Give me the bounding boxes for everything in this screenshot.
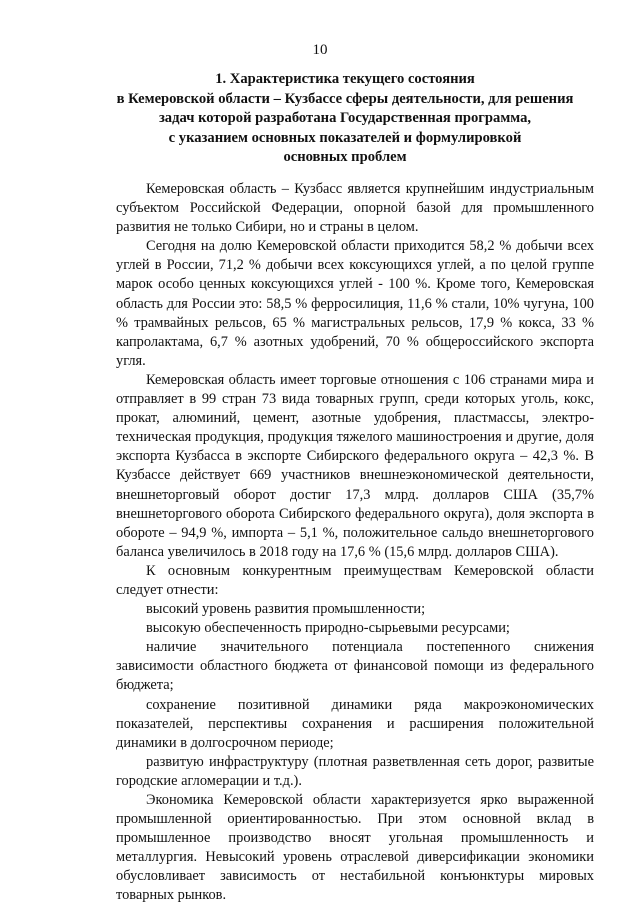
- list-item-advantage: высокую обеспеченность природно-сырьевыми ресурсами;: [146, 620, 510, 637]
- heading-line: с указанием основных показателей и формулировкой: [168, 129, 522, 146]
- heading-line: задач которой разработана Государственная программа,: [158, 110, 532, 127]
- list-item-advantage: развитую инфраструктуру (плотная разветвленная сеть дорог, развитые городские агломерации и т.д.).: [116, 753, 594, 789]
- heading-line: в Кемеровской области – Кузбассе сферы деятельности, для решения: [116, 90, 574, 107]
- paragraph-intro: Кемеровская область – Кузбасс является крупнейшим индустриальным субъектом Российской Федерации, опорной базой для промышленного развития не только Сибири, но и страны в целом.: [116, 181, 594, 236]
- body-text: [116, 180, 594, 906]
- section-heading: [90, 70, 600, 168]
- heading-line: 1. Характеристика текущего состояния: [215, 71, 475, 87]
- list-item-advantage: высокий уровень развития промышленности;: [146, 601, 426, 618]
- list-item-advantage: наличие значительного потенциала постепенного снижения зависимости областного бюджета от финансовой помощи из федерального бюджета;: [116, 639, 594, 694]
- list-item-advantage: сохранение позитивной динамики ряда макроэкономических показателей, перспективы сохранения и расширения положительной динамики в долгосрочном периоде;: [116, 696, 594, 751]
- paragraph-advantages-intro: К основным конкурентным преимуществам Кемеровской области следует отнести:: [116, 562, 594, 598]
- page-number: 10: [312, 42, 328, 58]
- heading-line: основных проблем: [283, 149, 407, 166]
- paragraph-foreign-trade: Кемеровская область имеет торговые отношения с 106 странами мира и отправляет в 99 стран 73 вида товарных групп, среди которых уголь, кокс, прокат, алюминий, цемент, азотные удобрения, пластмассы, электро-техническая продукция, продукция тяжелого машиностроения и другие, доля экспорта Кузбасса в экспорте Сибирского федерального округа – 42,3 %. В Кузбассе действует 669 участников внешнеэкономической деятельности, внешнеторговый оборот достиг 17,3 млрд. долларов США (35,7% внешнеторгового оборота Сибирского федерального округа), доля экспорта в обороте – 94,9 %, импорта – 5,1 %, положительное сальдо внешнеторгового баланса увеличилось в 2018 году на 17,6 % (15,6 млрд. долларов США).: [116, 371, 594, 560]
- paragraph-production-share: Сегодня на долю Кемеровской области приходится 58,2 % добычи всех углей в России, 71,2 % добычи всех коксующихся углей, а по целой группе марок особо ценных коксующихся углей - 100 %. Кроме того, Кемеровская область для России это: 58,5 % ферросилиция, 11,6 % стали, 10% чугуна, 100 % трамвайных рельсов, 65 % магистральных рельсов, 17,9 % кокса, 33 % капролактама, 6,7 % азотных удобрений, 70 % общероссийского экспорта угля.: [116, 238, 594, 369]
- paragraph-economy: Экономика Кемеровской области характеризуется ярко выраженной промышленной ориентированностью. При этом основной вклад в промышленное производство вносят угольная промышленность и металлургия. Невысокий уровень отраслевой диверсификации экономики обусловливает зависимость от нестабильной конъюнктуры мировых товарных рынков.: [116, 792, 594, 904]
